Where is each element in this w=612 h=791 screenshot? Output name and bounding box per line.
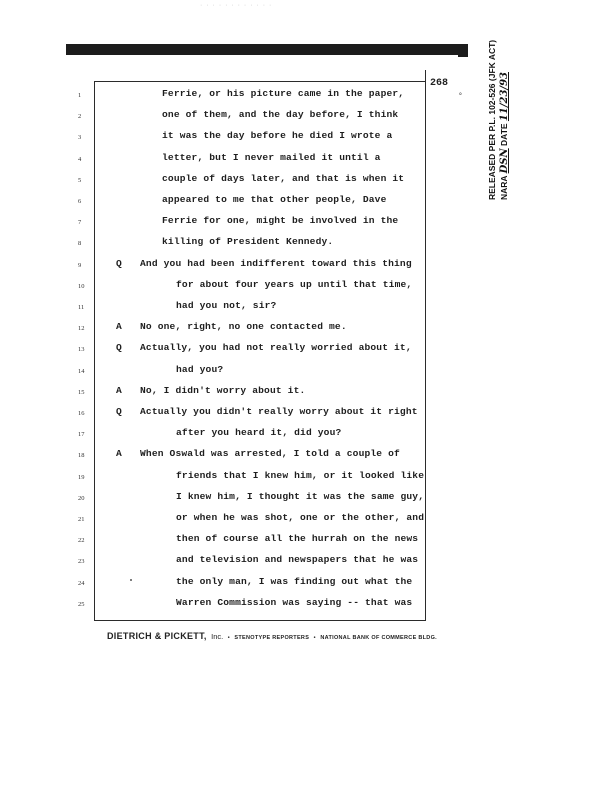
line-number: 3 (78, 134, 82, 142)
line-number: 14 (78, 367, 85, 375)
transcript-line: letter, but I never mailed it until a (162, 151, 381, 163)
transcript-line: after you heard it, did you? (176, 427, 342, 439)
line-number: 18 (78, 452, 85, 460)
transcript-line: appeared to me that other people, Dave (162, 194, 387, 205)
transcript-frame-top (94, 81, 426, 82)
stray-mark (130, 579, 132, 581)
line-number: 1 (78, 92, 82, 99)
line-number: 11 (78, 304, 85, 311)
line-number: 6 (78, 198, 82, 205)
line-number: 17 (78, 431, 85, 439)
line-number: 15 (78, 388, 85, 396)
line-number: 9 (78, 261, 82, 269)
footer-service: STENOTYPE REPORTERS (234, 635, 310, 641)
line-number: 25 (78, 600, 85, 608)
footer-separator: • (313, 635, 316, 641)
line-number: 12 (78, 325, 85, 333)
transcript-frame-bottom (94, 620, 426, 621)
transcript-line: Actually you didn't really worry about it right (140, 406, 418, 417)
line-number: 24 (78, 579, 85, 587)
footer-firm-name: DIETRICH & PICKETT, (107, 631, 207, 641)
line-number: 19 (78, 473, 85, 481)
line-number: 2 (78, 113, 82, 121)
line-number: 10 (78, 282, 85, 290)
transcript-line: and television and newspapers that he was (176, 554, 419, 566)
speaker-marker: Q (116, 342, 122, 354)
transcript-line: the only man, I was finding out what the (176, 575, 413, 587)
footer-firm-inc: Inc. (211, 632, 224, 641)
release-stamp-nara: NARA (499, 175, 509, 200)
transcript-line: or when he was shot, one or the other, and (176, 512, 425, 523)
transcript-line: had you? (176, 363, 224, 375)
speaker-marker: A (116, 384, 122, 396)
line-number: 20 (78, 494, 85, 502)
line-number: 16 (78, 410, 85, 417)
line-number: 22 (78, 537, 85, 545)
transcript-frame-right (425, 70, 426, 621)
release-stamp (486, 40, 511, 200)
margin-mark: ° (458, 92, 463, 101)
speaker-marker: A (116, 321, 122, 333)
page-top-black-bar-end (458, 44, 468, 57)
transcript-line: then of course all the hurrah on the news (176, 533, 419, 545)
page-number: 268 (430, 78, 449, 89)
transcript-line: killing of President Kennedy. (162, 236, 334, 248)
transcript-line: for about four years up until that time, (176, 278, 413, 290)
page-top-black-bar (66, 44, 466, 55)
speaker-marker: Q (116, 406, 122, 417)
transcript-line: Actually, you had not really worried about it, (140, 342, 412, 354)
line-number: 8 (78, 240, 82, 248)
transcript-line: had you not, sir? (176, 300, 277, 311)
transcript-line: friends that I knew him, or it looked like (176, 469, 425, 481)
speaker-marker: A (116, 448, 122, 460)
transcript-line: Warren Commission was saying -- that was (176, 596, 413, 608)
release-stamp-line-2 (498, 40, 511, 200)
line-number: 7 (78, 219, 82, 227)
line-number: 4 (78, 155, 82, 163)
line-number: 21 (78, 516, 85, 523)
transcript-line: it was the day before he died I wrote a (162, 130, 393, 142)
transcript-line: Ferrie, or his picture came in the paper, (162, 88, 405, 99)
transcript-line: No one, right, no one contacted me. (140, 321, 347, 333)
line-number: 5 (78, 176, 82, 184)
line-number: 23 (78, 558, 85, 566)
transcript-line: And you had been indifferent toward this thing (140, 257, 412, 269)
footer-building: NATIONAL BANK OF COMMERCE BLDG. (320, 635, 437, 641)
transcript-line: I knew him, I thought it was the same guy, (176, 490, 425, 502)
release-stamp-line-1: RELEASED PER P.L. 102-526 (JFK ACT) (487, 39, 497, 200)
release-stamp-date: 11/23/93 (499, 72, 510, 122)
release-stamp-initials: DSN (499, 148, 510, 174)
transcript-line: Ferrie for one, might be involved in the (162, 215, 399, 227)
transcript-line: couple of days later, and that is when it (162, 172, 405, 184)
speaker-marker: Q (116, 257, 122, 269)
line-number: 13 (78, 346, 85, 354)
footer-separator: • (227, 635, 230, 641)
transcript-line: one of them, and the day before, I think (162, 109, 399, 121)
transcript-line: When Oswald was arrested, I told a couple of (140, 448, 400, 460)
release-stamp-date-label: DATE (499, 123, 509, 146)
faint-header-text: · · · · · · · · · · · · (200, 2, 273, 9)
reporter-footer (107, 626, 437, 644)
transcript-line: No, I didn't worry about it. (140, 384, 306, 396)
